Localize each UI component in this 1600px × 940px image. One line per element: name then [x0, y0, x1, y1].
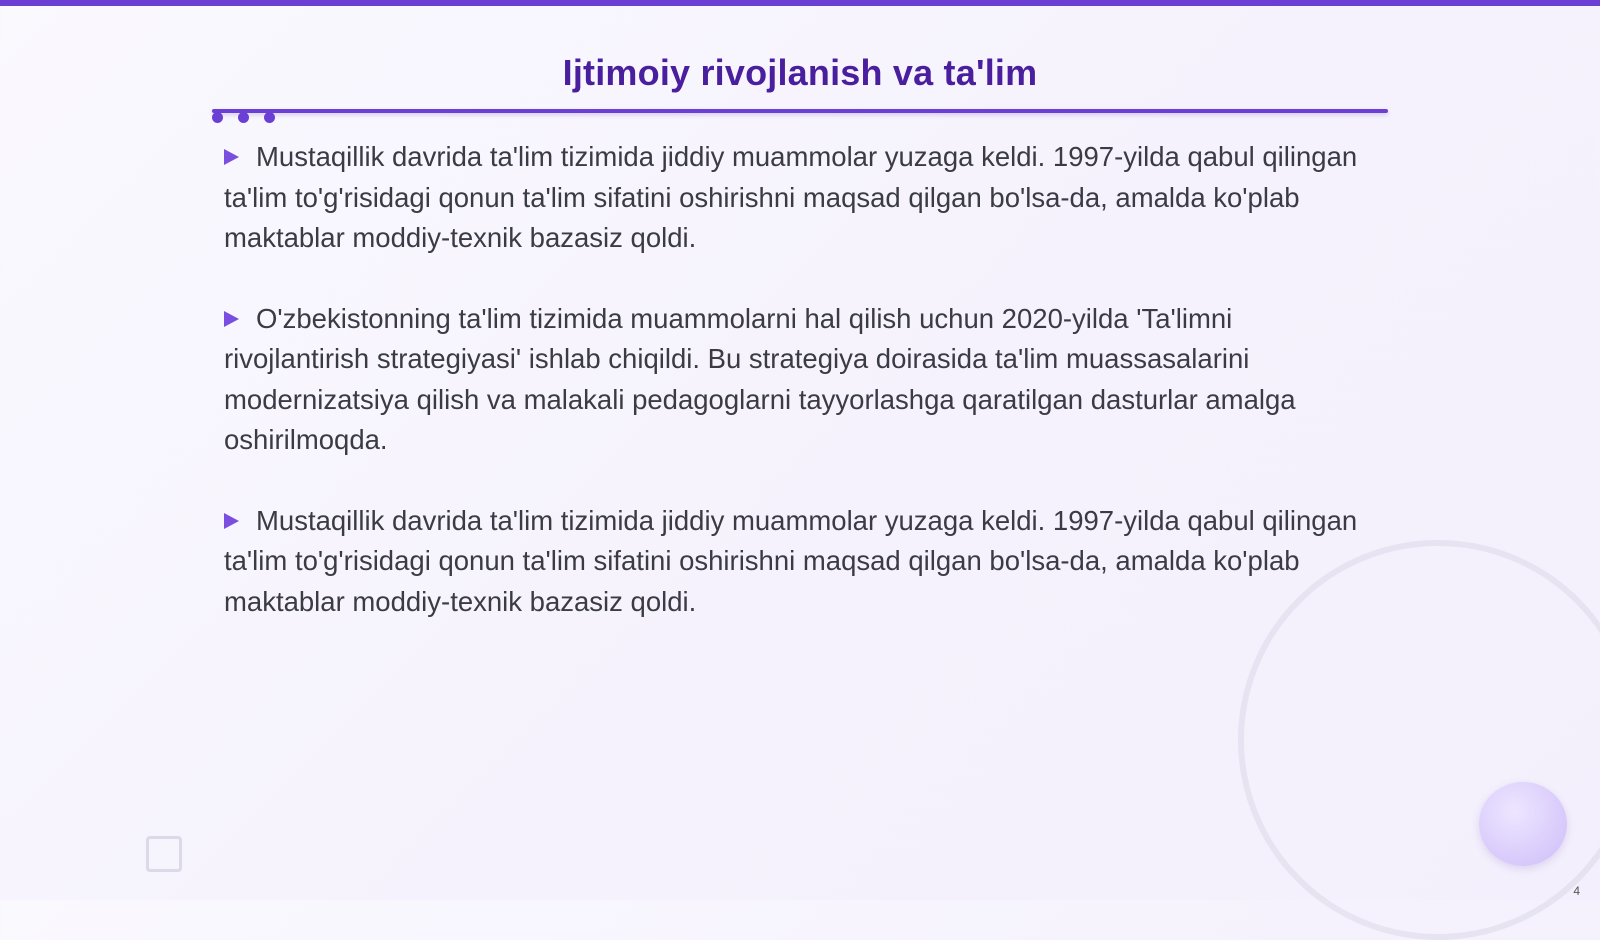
bullet-item — [224, 299, 1374, 461]
bullet-list — [224, 137, 1374, 662]
bullet-item — [224, 137, 1374, 259]
underline-dot — [212, 112, 223, 123]
triangle-bullet-icon — [224, 311, 239, 327]
slide-title: Ijtimoiy rivojlanish va ta'lim — [562, 52, 1038, 93]
decorative-circle — [1479, 782, 1567, 866]
bullet-text: O'zbekistonning ta'lim tizimida muammolarni hal qilish uchun 2020-yilda 'Ta'limni rivojlantirish strategiyasi' ishlab chiqildi. Bu strategiya doirasida ta'lim muassasalarini modernizatsiya qilish va malakali pedagoglarni tayyorlashga qaratilgan dasturlar amalga oshirilmoqda. — [224, 302, 1296, 455]
decorative-square — [146, 836, 182, 872]
underline-dot — [238, 112, 249, 123]
underline-dot — [264, 112, 275, 123]
bullet-text: Mustaqillik davrida ta'lim tizimida jiddiy muammolar yuzaga keldi. 1997-yilda qabul qilingan ta'lim to'g'risidagi qonun ta'lim sifatini oshirishni maqsad qilgan bo'lsa-da, amalda ko'plab maktablar moddiy-texnik bazasiz qoldi. — [224, 141, 1358, 253]
underline-dots — [212, 112, 282, 126]
page-number: 4 — [1573, 884, 1580, 898]
top-accent-bar — [0, 0, 1600, 6]
triangle-bullet-icon — [224, 513, 239, 529]
bullet-item — [224, 501, 1374, 623]
title-underline — [212, 109, 1388, 113]
bullet-text: Mustaqillik davrida ta'lim tizimida jiddiy muammolar yuzaga keldi. 1997-yilda qabul qilingan ta'lim to'g'risidagi qonun ta'lim sifatini oshirishni maqsad qilgan bo'lsa-da, amalda ko'plab maktablar moddiy-texnik bazasiz qoldi. — [224, 504, 1358, 617]
triangle-bullet-icon — [224, 149, 239, 165]
